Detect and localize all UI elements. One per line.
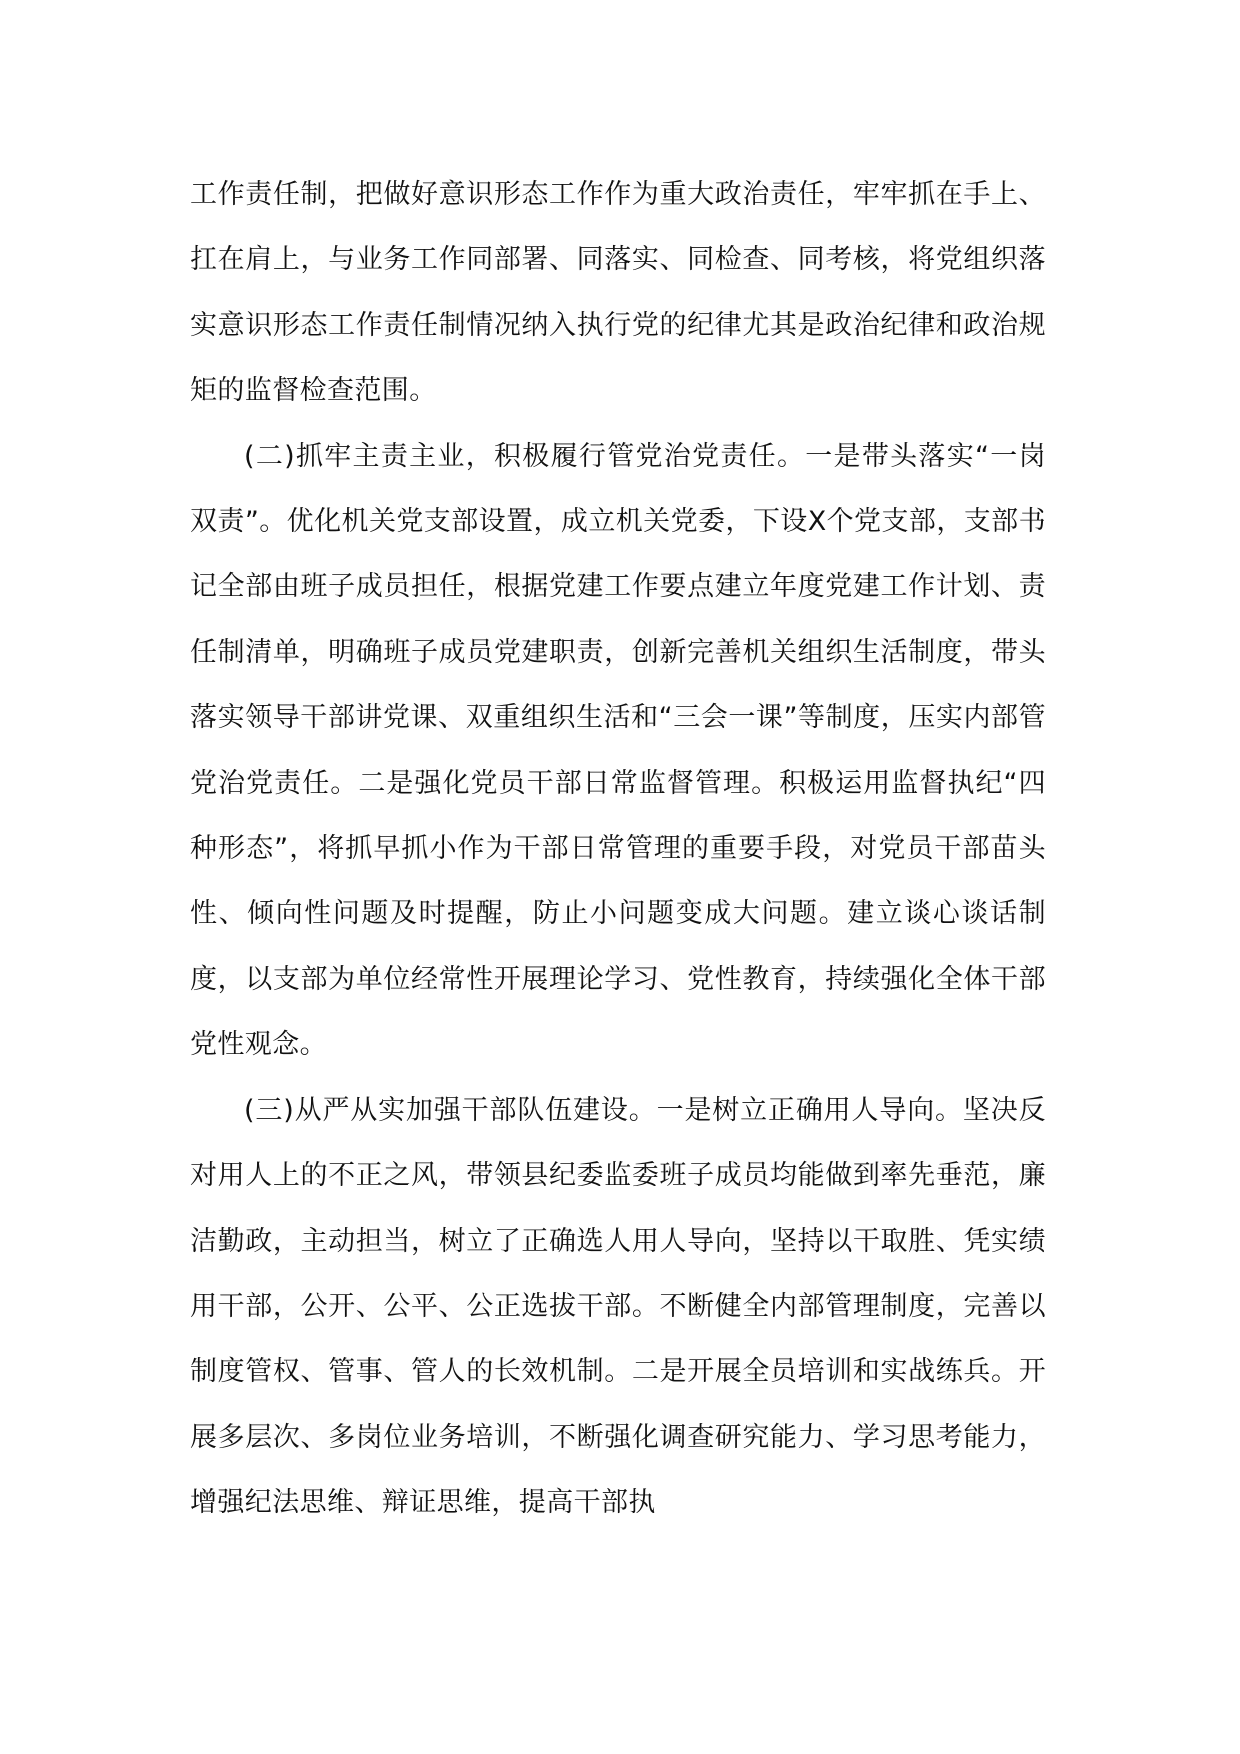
paragraph-continuation: 工作责任制，把做好意识形态工作作为重大政治责任，牢牢抓在手上、扛在肩上，与业务工作同部署、同落实、同检查、同考核，将党组织落实意识形态工作责任制情况纳入执行党的纪律尤其是政治纪律和政治规矩的监督检查范围。 [190,179,1046,407]
paragraph-section-two: (二)抓牢主责主业，积极履行管党治党责任。一是带头落实“一岗双责”。优化机关党支部设置，成立机关党委，下设X个党支部，支部书记全部由班子成员担任，根据党建工作要点建立年度党建工作计划、责任制清单，明确班子成员党建职责，创新完善机关组织生活制度，带头落实领导干部讲党课、双重组织生活和“三会一课”等制度，压实内部管党治党责任。二是强化党员干部日常监督管理。积极运用监督执纪“四种形态”，将抓早抓小作为干部日常管理的重要手段，对党员干部苗头性、倾向性问题及时提醒，防止小问题变成大问题。建立谈心谈话制度，以支部为单位经常性开展理论学习、党性教育，持续强化全体干部党性观念。 [190,440,1046,1061]
paragraph-section-three: (三)从严从实加强干部队伍建设。一是树立正确用人导向。坚决反对用人上的不正之风，带领县纪委监委班子成员均能做到率先垂范，廉洁勤政，主动担当，树立了正确选人用人导向，坚持以干取胜、凭实绩用干部，公开、公平、公正选拔干部。不断健全内部管理制度，完善以制度管权、管事、管人的长效机制。二是开展全员培训和实战练兵。开展多层次、多岗位业务培训，不断强化调查研究能力、学习思考能力，增强纪法思维、辩证思维，提高干部执 [190,1094,1046,1519]
body-text [190,162,1046,1536]
